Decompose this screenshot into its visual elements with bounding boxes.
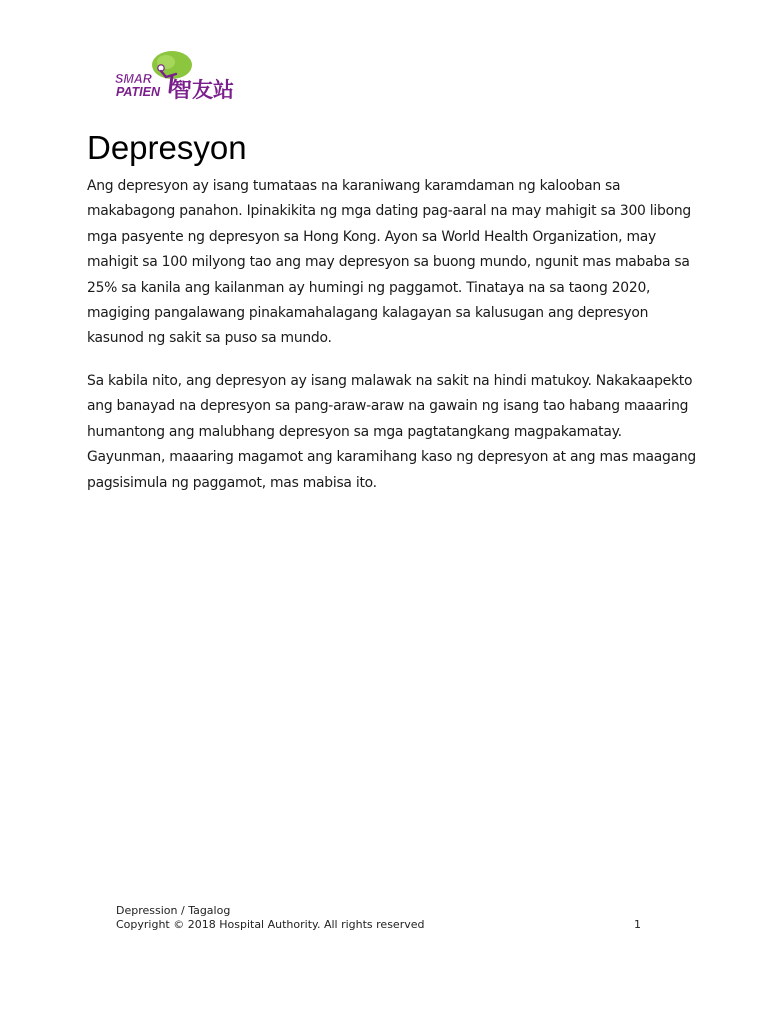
footer-copyright: Copyright © 2018 Hospital Authority. All rights reserved — [116, 918, 425, 931]
page-number: 1 — [634, 918, 641, 931]
page-title: Depresyon — [87, 129, 247, 166]
footer-document-label: Depression / Tagalog — [116, 904, 231, 917]
logo-text-chinese: 智友站 — [171, 78, 234, 102]
logo-text-line1: SMAR — [115, 72, 152, 86]
smart-patient-logo — [114, 50, 238, 106]
paragraph-intro: Ang depresyon ay isang tumataas na karaniwang karamdaman ng kalooban sa makabagong panahon. Ipinakikita ng mga dating pag-aaral na may mahigit sa 300 libong mga pasyente ng depresyon sa Hong Kong. Ayon sa World Health Organization, may mahigit sa 100 milyong tao ang may depresyon sa buong mundo, ngunit mas mababa sa 25% sa kanila ang kailanman ay humingi ng paggamot. Tinataya na sa taong 2020, magiging pangalawang pinakamahalagang kalagayan sa kalusugan ang depresyon kasunod ng sakit sa puso sa mundo. — [87, 178, 691, 347]
logo-text-line2: PATIEN — [116, 85, 160, 99]
page-footer — [116, 904, 424, 932]
paragraph-second: Sa kabila nito, ang depresyon ay isang malawak na sakit na hindi matukoy. Nakakaapekto ang banayad na depresyon sa pang-araw-araw na gawain ng isang tao habang maaaring humantong ang malubhang depresyon sa mga pagtatangkang magpakamatay. Gayunman, maaaring magamot ang karamihang kaso ng depresyon at ang mas maagang pagsisimula ng paggamot, mas mabisa ito. — [87, 373, 696, 491]
